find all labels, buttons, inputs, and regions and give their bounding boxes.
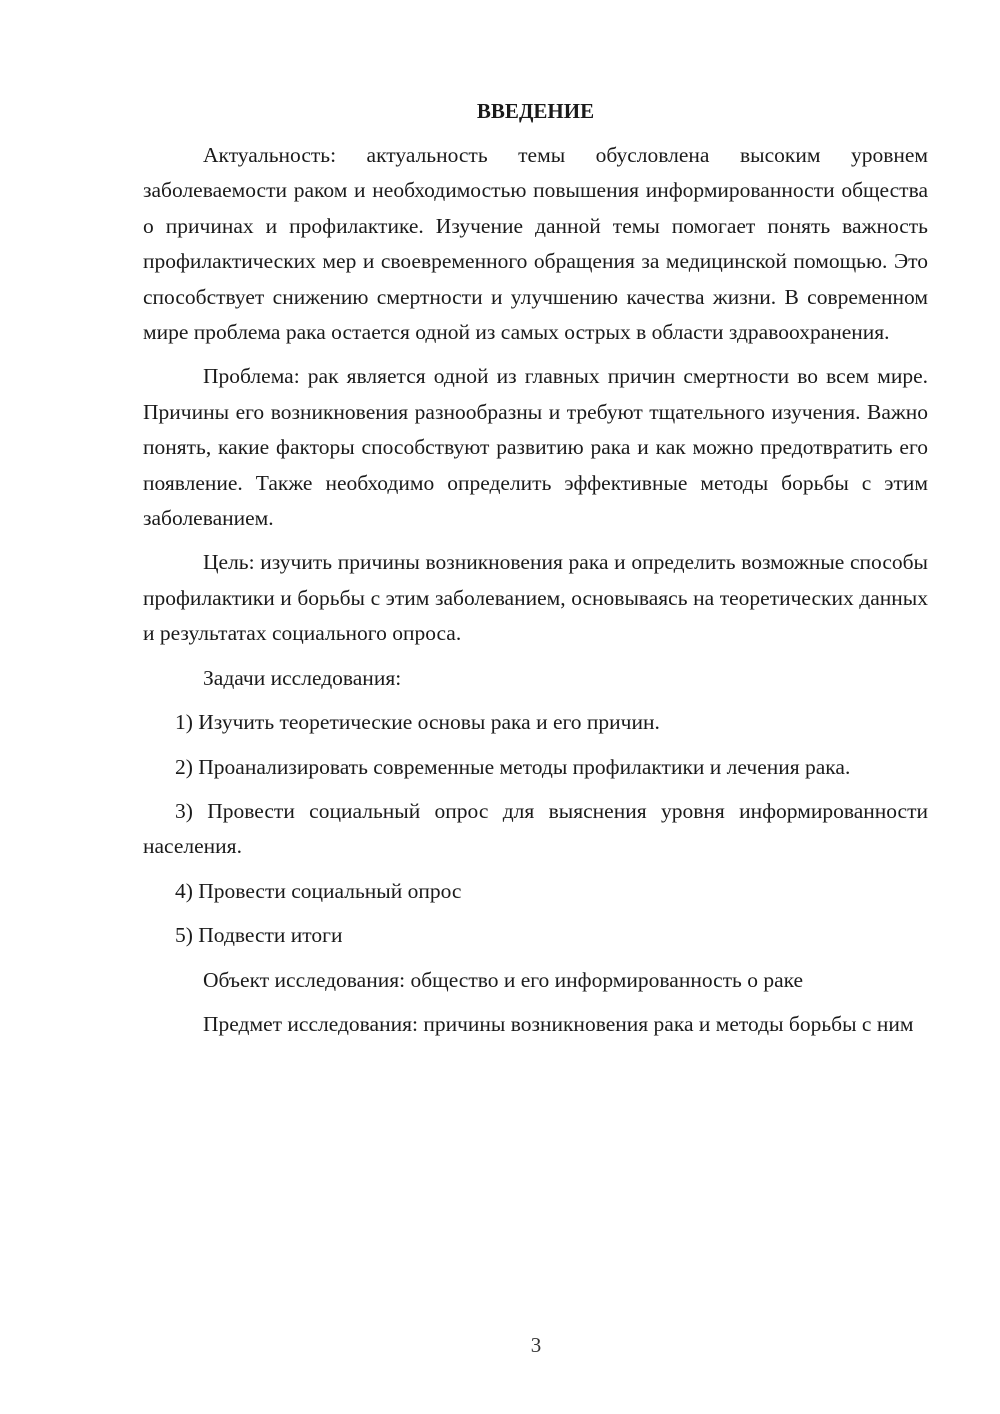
list-item: 4) Провести социальный опрос [175, 878, 462, 903]
relevance-paragraph: Актуальность: актуальность темы обусловлена высоким уровнем заболеваемости раком и необходимостью повышения информированности общества о причинах и профилактике. Изучение данной темы помогает понять важность профилактических мер и своевременного обращения за медицинской помощью. Это способствует снижению смертности и улучшению качества жизни. В современном мире проблема рака остается одной из самых острых в области здравоохранения. [143, 143, 928, 345]
section-heading: ВВЕДЕНИЕ [476, 99, 595, 123]
page-content [143, 96, 928, 1051]
research-subject-paragraph: Предмет исследования: причины возникновения рака и методы борьбы с ним [203, 1011, 914, 1036]
list-item: 3) Провести социальный опрос для выяснения уровня информированности населения. [143, 798, 928, 859]
problem-paragraph: Проблема: рак является одной из главных причин смертности во всем мире. Причины его возникновения разнообразны и требуют тщательного изучения. Важно понять, какие факторы способствуют развитию рака и как можно предотвратить его появление. Также необходимо определить эффективные методы борьбы с этим заболеванием. [143, 364, 928, 531]
research-object-paragraph: Объект исследования: общество и его информированность о раке [203, 967, 804, 992]
goal-paragraph: Цель: изучить причины возникновения рака и определить возможные способы профилактики и борьбы с этим заболеванием, основываясь на теоретических данных и результатах социального опроса. [143, 550, 928, 646]
tasks-intro: Задачи исследования: [203, 665, 402, 690]
list-item: 2) Проанализировать современные методы профилактики и лечения рака. [175, 754, 851, 779]
page-number: 3 [530, 1333, 542, 1357]
list-item: 5) Подвести итоги [175, 923, 343, 948]
tasks-list [143, 705, 928, 953]
list-item: 1) Изучить теоретические основы рака и его причин. [175, 710, 660, 735]
